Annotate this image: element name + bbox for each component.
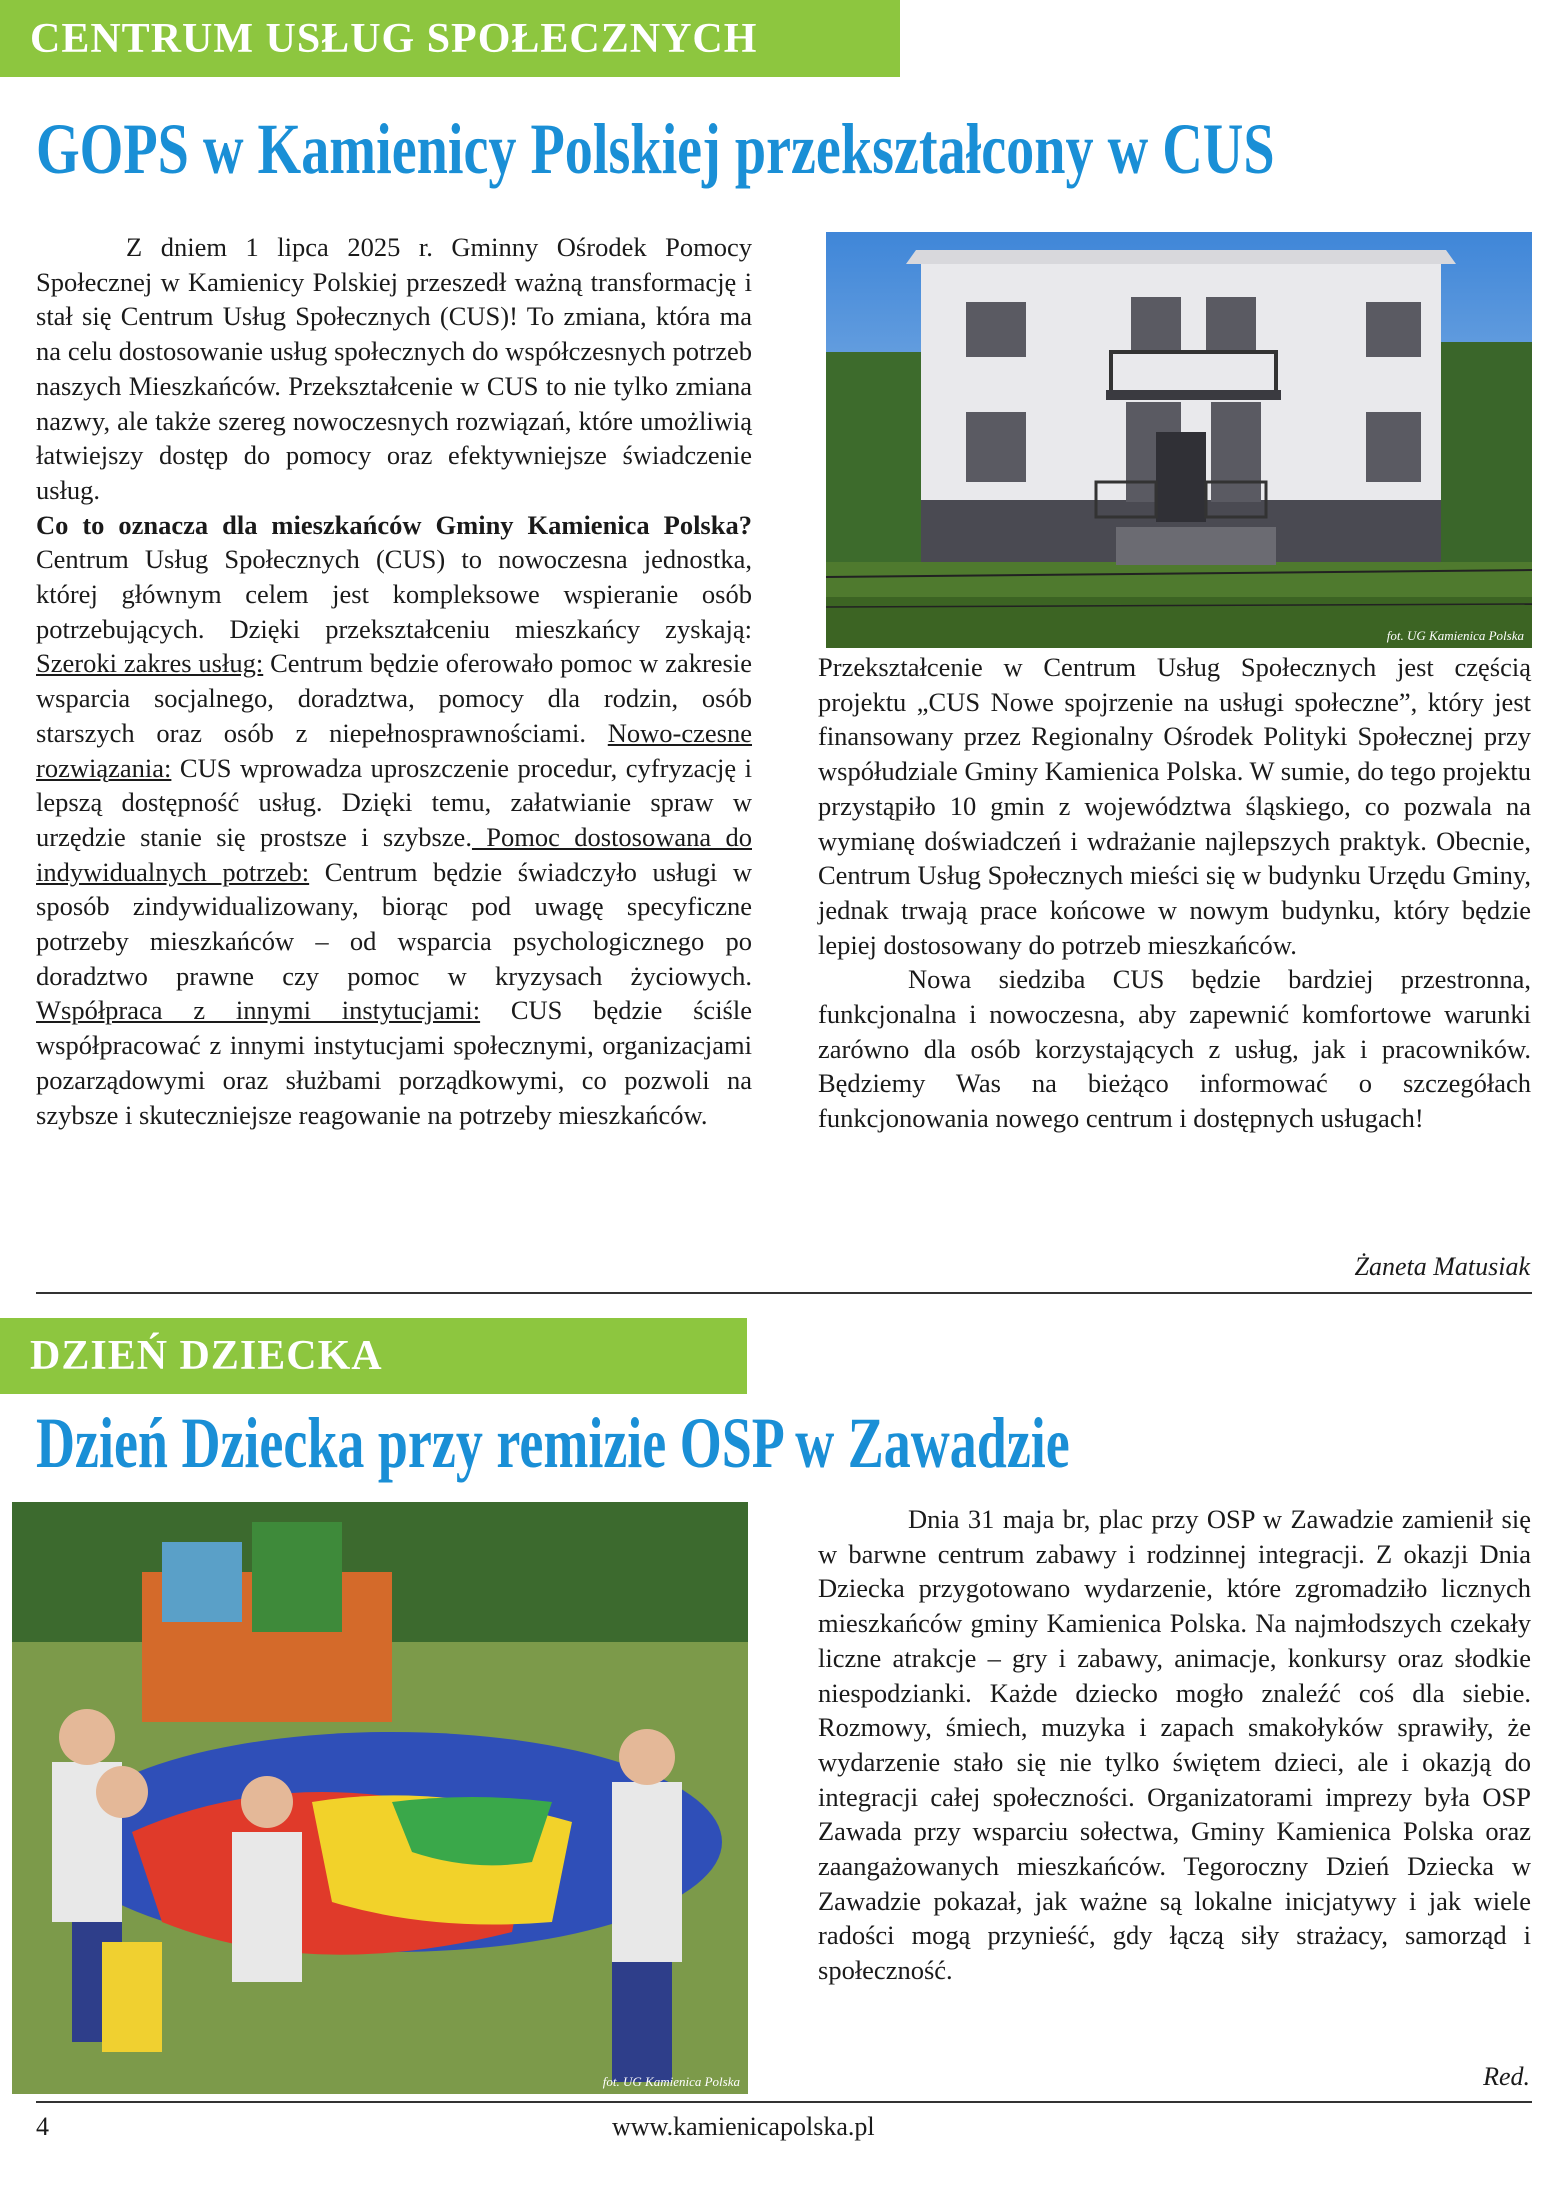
photo-credit-dzien-dziecka: fot. UG Kamienica Polska (602, 2074, 740, 2089)
article-cus-body (36, 508, 752, 1133)
building-illustration (826, 232, 1532, 648)
underlined-term: Pomoc dostosowana do indywidualnych potrzeb: (36, 821, 752, 887)
article-cus-subheading: Co to oznacza dla mieszkańców Gminy Kamienica Polska? (36, 509, 752, 540)
photo-credit-cus: fot. UG Kamienica Polska (1386, 628, 1524, 643)
article-cus-right-p1: Przekształcenie w Centrum Usług Społecznych jest częścią projektu „CUS Nowe spojrzenie na usługi społeczne”, który jest finansowany przez Regionalny Ośrodek Polityki Społecznej przy współudziale Gminy Kamienica Polska. W sumie, do tego projektu przystąpiło 10 gmin z województwa śląskiego, co pozwala na wymianę doświadczeń i wdrażanie najlepszych praktyk. Obecnie, Centrum Usług Społecznych mieści się w budynku Urzędu Gminy, jednak trwają prace końcowe w nowym budynku, który będzie lepiej dostosowany do potrzeb mieszkańców. (818, 652, 1531, 960)
section-label-text: CENTRUM USŁUG SPOŁECZNYCH (30, 15, 758, 62)
children-event-photo (12, 1502, 748, 2094)
headline-dzien-dziecka: Dzień Dziecka przy remizie OSP w Zawadzie (36, 1403, 1070, 1483)
cus-building-photo (826, 232, 1532, 648)
author-signature-dzien-dziecka: Red. (1483, 2062, 1530, 2091)
underlined-term: Współpraca z innymi instytucjami: (36, 995, 481, 1026)
article-dzien-dziecka-body (818, 1502, 1531, 1988)
article-cus-intro: Z dniem 1 lipca 2025 r. Gminny Ośrodek Pomocy Społecznej w Kamienicy Polskiej przeszedł ważną transformację i stał się Centrum Usług Społecznych (CUS)! To zmiana, która ma na celu dostosowanie usług społecznych do współczesnych potrzeb naszych Mieszkańców. Przekształcenie w CUS to nie tylko zmiana nazwy, ale także szereg nowoczesnych rozwiązań, które umożliwią łatwiejszy dostęp do pomocy oraz efektywniejsze świadczenie usług. (36, 232, 752, 505)
article-cus-right-p2: Nowa siedziba CUS będzie bardziej przestronna, funkcjonalna i nowoczesna, aby zapewnić komfortowe warunki zarówno dla osób korzystających z usług, jak i pracowników. Będziemy Was na bieżąco informować o szczegółach funkcjonowania nowego centrum i dostępnych usługach! (818, 964, 1531, 1134)
section-divider (36, 1292, 1532, 1294)
article-cus-left-column (36, 230, 752, 1132)
text-run: Centrum Usług Społecznych (CUS) to nowoczesna jednostka, której głównym celem jest kompleksowe wspieranie osób potrzebujących. Dzięki przekształceniu mieszkańcy zyskają: (36, 544, 752, 644)
children-illustration (12, 1502, 748, 2094)
section-label-text: DZIEŃ DZIECKA (30, 1333, 383, 1379)
article-cus-right-column (818, 650, 1531, 1136)
underlined-term: Nowo-czesne rozwiązania: (36, 717, 752, 783)
headline-cus: GOPS w Kamienicy Polskiej przekształcony w CUS (36, 109, 1275, 189)
text-run: CUS będzie ściśle współpracować z innymi instytucjami społecznymi, organizacjami pozarządowymi oraz służbami porządkowymi, co pozwoli na szybsze i skuteczniejsze reagowanie na potrzeby mieszkańców. (36, 995, 752, 1130)
section-label-dzien-dziecka (0, 1318, 747, 1394)
section-label-cus (0, 0, 900, 77)
page-number: 4 (36, 2112, 49, 2141)
text-run: CUS wprowadza uproszczenie procedur, cyfryzację i lepszą dostępność usług. Dzięki temu, załatwianie spraw w urzędzie stanie się prostsze i szybsze. (36, 752, 752, 852)
footer-url[interactable]: www.kamienicapolska.pl (612, 2112, 875, 2141)
footer-rule (36, 2101, 1532, 2103)
author-signature-cus: Żaneta Matusiak (1354, 1252, 1530, 1281)
underlined-term: Szeroki zakres usług: (36, 648, 264, 679)
article-dzien-dziecka-text: Dnia 31 maja br, plac przy OSP w Zawadzie zamienił się w barwne centrum zabawy i rodzinnej integracji. Z okazji Dnia Dziecka przygotowano wydarzenie, które zgromadziło licznych mieszkańców gminy Kamienica Polska. Na najmłodszych czekały liczne atrakcje – gry i zabawy, animacje, konkursy oraz słodkie niespodzianki. Każde dziecko mogło znaleźć coś dla siebie. Rozmowy, śmiech, muzyka i zapach smakołyków sprawiły, że wydarzenie stało się nie tylko świętem dzieci, ale i okazją do integracji całej społeczności. Organizatorami imprezy była OSP Zawada przy wsparciu sołectwa, Gminy Kamienica Polska oraz zaangażowanych mieszkańców. Tegoroczny Dzień Dziecka w Zawadzie pokazał, jak ważne są lokalne inicjatywy i jak wiele radości mogą przynieść, gdy łączą siły strażacy, samorząd i społeczność. (818, 1504, 1531, 1986)
text-run: Centrum będzie świadczyło usługi w sposób zindywidualizowany, biorąc pod uwagę specyficzne potrzeby mieszkańców – od wsparcia psychologicznego po doradztwo prawne czy pomoc w kryzysach życiowych. (36, 856, 752, 991)
text-run: Centrum będzie oferowało pomoc w zakresie wsparcia socjalnego, doradztwa, pomocy dla rodzin, osób starszych oraz osób z niepełnosprawnościami. (36, 648, 752, 748)
